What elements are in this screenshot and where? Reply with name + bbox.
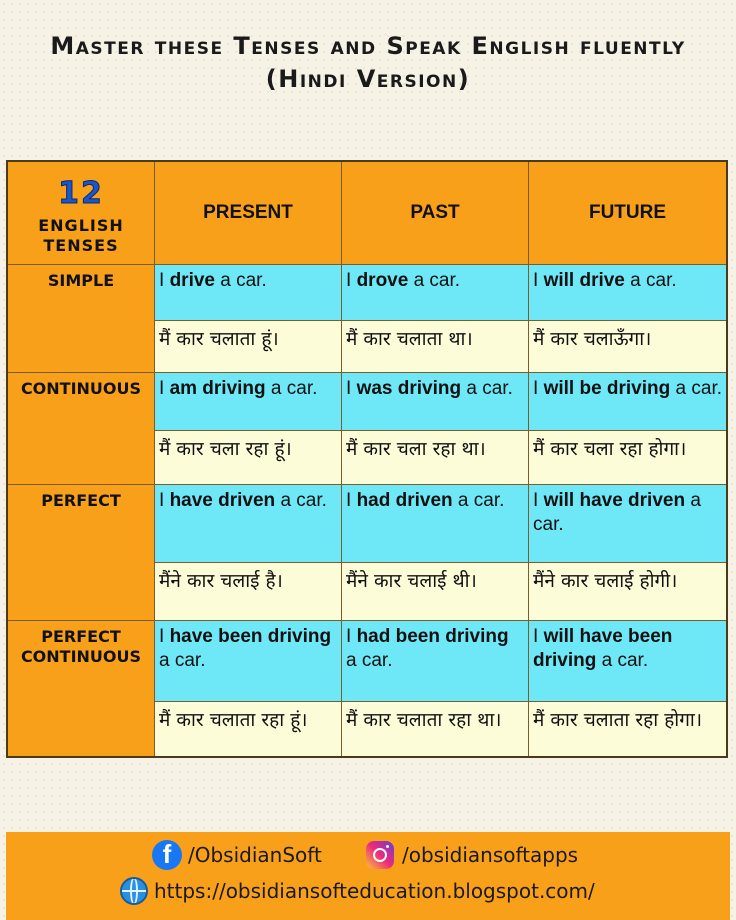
- simple-future-hindi: मैं कार चलाऊँगा।: [529, 321, 726, 373]
- corner-label: [8, 216, 154, 256]
- corner-cell: [8, 162, 155, 265]
- website-link[interactable]: [120, 877, 595, 905]
- continuous-past-hindi: मैं कार चला रहा था।: [342, 431, 529, 485]
- perfect-continuous-future-english: I will have been driving a car.: [529, 621, 726, 702]
- header-past: PAST: [342, 162, 529, 265]
- perfect-continuous-past-english: I had been driving a car.: [342, 621, 529, 702]
- title-line2: (Hindi Version): [265, 65, 471, 93]
- title-line1: Master these Tenses and Speak English fluently: [50, 32, 686, 60]
- row-label-perfect: PERFECT: [8, 485, 155, 621]
- perfect-future-english: I will have driven a car.: [529, 485, 726, 563]
- simple-past-hindi: मैं कार चलाता था।: [342, 321, 529, 373]
- row-label-continuous: CONTINUOUS: [8, 373, 155, 485]
- twelve-number: 12: [58, 176, 104, 211]
- page-title: [0, 30, 736, 96]
- footer-banner: [6, 832, 730, 920]
- perfect-present-english: I have driven a car.: [155, 485, 342, 563]
- tenses-table: [6, 160, 728, 758]
- corner-line2: TENSES: [43, 236, 119, 255]
- header-future: FUTURE: [529, 162, 726, 265]
- row-label-line1: PERFECT: [41, 627, 121, 646]
- perfect-continuous-past-hindi: मैं कार चलाता रहा था।: [342, 702, 529, 756]
- instagram-link[interactable]: [366, 841, 578, 869]
- continuous-present-hindi: मैं कार चला रहा हूं।: [155, 431, 342, 485]
- simple-past-english: I drove a car.: [342, 265, 529, 321]
- continuous-future-english: I will be driving a car.: [529, 373, 726, 431]
- perfect-continuous-present-english: I have been driving a car.: [155, 621, 342, 702]
- row-label-simple: SIMPLE: [8, 265, 155, 373]
- perfect-continuous-future-hindi: मैं कार चलाता रहा होगा।: [529, 702, 726, 756]
- perfect-present-hindi: मैंने कार चलाई है।: [155, 563, 342, 621]
- perfect-continuous-present-hindi: मैं कार चलाता रहा हूं।: [155, 702, 342, 756]
- continuous-present-english: I am driving a car.: [155, 373, 342, 431]
- simple-present-english: I drive a car.: [155, 265, 342, 321]
- facebook-icon: f: [152, 840, 182, 870]
- row-label-perfect-continuous: [8, 621, 155, 756]
- simple-present-hindi: मैं कार चलाता हूं।: [155, 321, 342, 373]
- continuous-past-english: I was driving a car.: [342, 373, 529, 431]
- simple-future-english: I will drive a car.: [529, 265, 726, 321]
- facebook-link[interactable]: [152, 840, 322, 870]
- website-url: https://obsidiansofteducation.blogspot.com/: [154, 879, 595, 903]
- continuous-future-hindi: मैं कार चला रहा होगा।: [529, 431, 726, 485]
- corner-line1: ENGLISH: [38, 216, 124, 235]
- perfect-future-hindi: मैंने कार चलाई होगी।: [529, 563, 726, 621]
- instagram-handle: /obsidiansoftapps: [402, 843, 579, 867]
- globe-icon: [120, 877, 148, 905]
- instagram-icon: [366, 841, 394, 869]
- row-label-line2: CONTINUOUS: [20, 647, 142, 666]
- perfect-past-hindi: मैंने कार चलाई थी।: [342, 563, 529, 621]
- perfect-past-english: I had driven a car.: [342, 485, 529, 563]
- facebook-handle: /ObsidianSoft: [188, 843, 322, 867]
- header-present: PRESENT: [155, 162, 342, 265]
